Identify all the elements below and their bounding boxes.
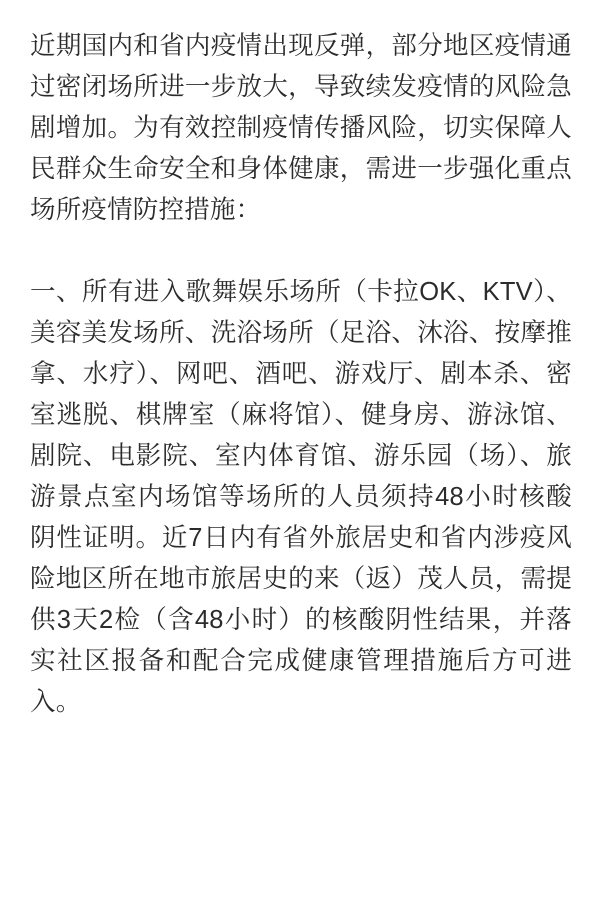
paragraph-intro: 近期国内和省内疫情出现反弹，部分地区疫情通过密闭场所进一步放大，导致续发疫情的风险急剧增加。为有效控制疫情传播风险，切实保障人民群众生命安全和身体健康，需进一步强化重点场所疫情防控措施：: [30, 32, 572, 224]
paragraph-item-one: 一、所有进入歌舞娱乐场所（卡拉OK、KTV）、美容美发场所、洗浴场所（足浴、沐浴、按摩推拿、水疗）、网吧、酒吧、游戏厅、剧本杀、密室逃脱、棋牌室（麻将馆）、健身房、游泳馆、剧院、电影院、室内体育馆、游乐园（场）、旅游景点室内场馆等场所的人员须持48小时核酸阴性证明。近7日内有省外旅居史和省内涉疫风险地区所在地市旅居史的来（返）茂人员，需提供3天2检（含48小时）的核酸阴性结果，并落实社区报备和配合完成健康管理措施后方可进入。: [30, 278, 572, 716]
